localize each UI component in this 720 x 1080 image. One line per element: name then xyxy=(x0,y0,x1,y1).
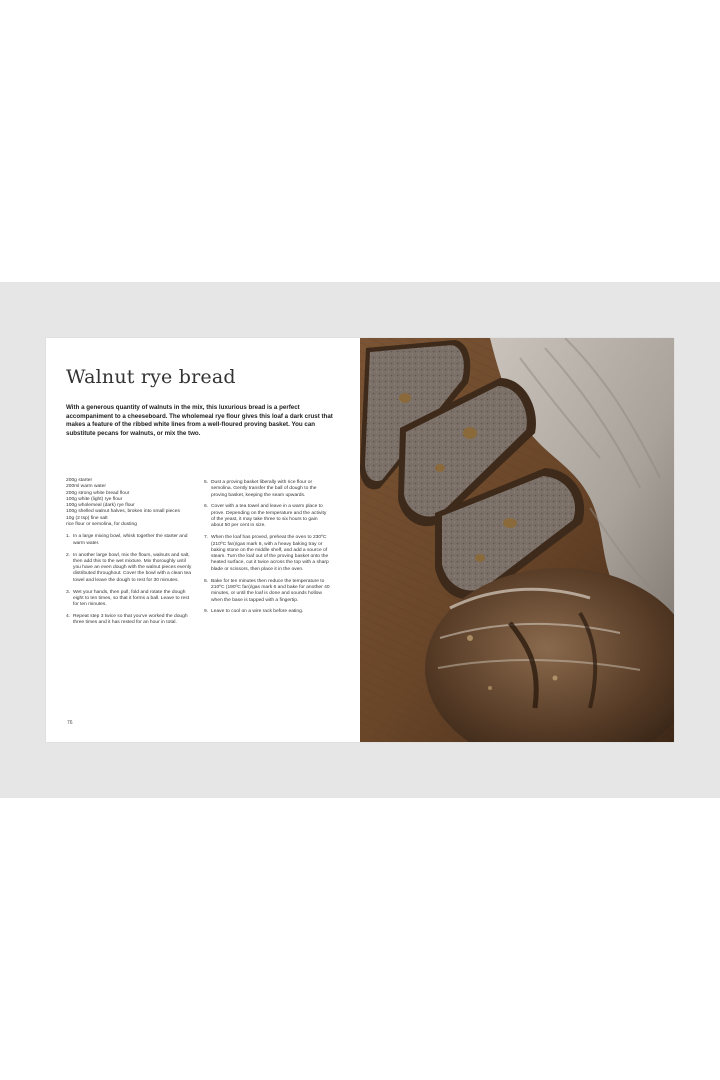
ingredient: 100g white (light) rye flour xyxy=(66,496,123,502)
method-steps-left xyxy=(66,534,192,626)
method-step xyxy=(66,553,192,584)
step-text: Repeat step 3 twice so that you've worked the dough three times and it has rested for an hour in total. xyxy=(73,614,188,626)
ingredients-list xyxy=(66,478,192,528)
recipe-title: Walnut rye bread xyxy=(66,366,236,388)
step-number: 3. xyxy=(66,589,71,595)
ingredient: 200g starter xyxy=(66,478,93,483)
method-step xyxy=(204,609,330,615)
page-number: 76 xyxy=(67,720,73,726)
bread-photo-illustration xyxy=(360,338,674,742)
step-number: 5. xyxy=(204,480,209,485)
ingredient: 100g wholemeal (dark) rye flour xyxy=(66,503,135,509)
method-step xyxy=(204,579,330,604)
step-number: 2. xyxy=(66,552,71,558)
ingredient: 200ml warm water xyxy=(66,484,106,490)
step-number: 4. xyxy=(66,614,71,620)
method-step xyxy=(66,534,192,547)
method-steps-right xyxy=(204,480,330,616)
method-step xyxy=(66,590,192,609)
method-step xyxy=(204,535,330,573)
step-number: 9. xyxy=(204,609,209,615)
step-number: 1. xyxy=(66,534,71,540)
step-text: Dust a proving basket liberally with rice flour or semolina. Gently transfer the ball of dough to the proving basket, keeping the seam upwards. xyxy=(211,480,317,498)
step-text: Wet your hands, then pull, fold and rotate the dough eight to ten times, so that it forms a ball. Leave to rest for ten minutes. xyxy=(73,589,190,608)
right-column xyxy=(204,480,330,621)
step-number: 7. xyxy=(204,535,209,541)
method-step xyxy=(204,504,330,529)
step-text: When the loaf has proved, preheat the oven to 230ºC (210ºC fan)/gas mark 8, with a heavy baking tray or baking stone on the middle shelf, and add a source of steam. Turn the loaf out of the proving basket onto the heated surface, cut it twice across the top with a sharp blade or scissors, then place it in the oven. xyxy=(211,535,329,572)
ingredient: 200g strong white bread flour xyxy=(66,490,130,496)
step-text: Leave to cool on a wire rack before eating. xyxy=(211,609,304,615)
left-column xyxy=(66,478,192,632)
recipe-intro: With a generous quantity of walnuts in the mix, this luxurious bread is a perfect accompaniment to a cheeseboard. The wholemeal rye flour gives this loaf a dark crust that makes a feature of the ribbed white lines from a well-floured proving basket. You can substitute pecans for walnuts, or mix the two. xyxy=(66,404,333,437)
ingredient: rice flour or semolina, for dusting xyxy=(66,522,137,528)
method-step xyxy=(204,480,330,499)
step-text: In another large bowl, mix the flours, walnuts and salt, then add this to the wet mixture. Mix thoroughly until you have an even dough with the walnut pieces evenly distributed throughout. Cover the bowl with a clean tea towel and leave the dough to rest for 30 minutes. xyxy=(73,552,192,583)
ingredient: 10g (2 tsp) fine salt xyxy=(66,515,108,521)
step-number: 8. xyxy=(204,578,209,584)
left-page xyxy=(46,338,360,742)
step-number: 6. xyxy=(204,504,209,510)
bread-photo xyxy=(360,338,674,742)
step-text: Cover with a tea towel and leave in a warm place to prove. Depending on the temperature and the activity of the yeast, it may take three to six hours to gain about 50 per cent in size. xyxy=(211,504,327,529)
step-text: In a large mixing bowl, whisk together the starter and warm water. xyxy=(73,534,188,546)
ingredient: 100g shelled walnut halves, broken into small pieces xyxy=(66,509,180,515)
book-spread xyxy=(46,338,674,742)
method-step xyxy=(66,614,192,627)
step-text: Bake for ten minutes then reduce the temperature to 210ºC (190ºC fan)/gas mark 6 and bake for another 40 minutes, or until the loaf is done and sounds hollow when the base is tapped with a fingertip. xyxy=(211,578,330,603)
